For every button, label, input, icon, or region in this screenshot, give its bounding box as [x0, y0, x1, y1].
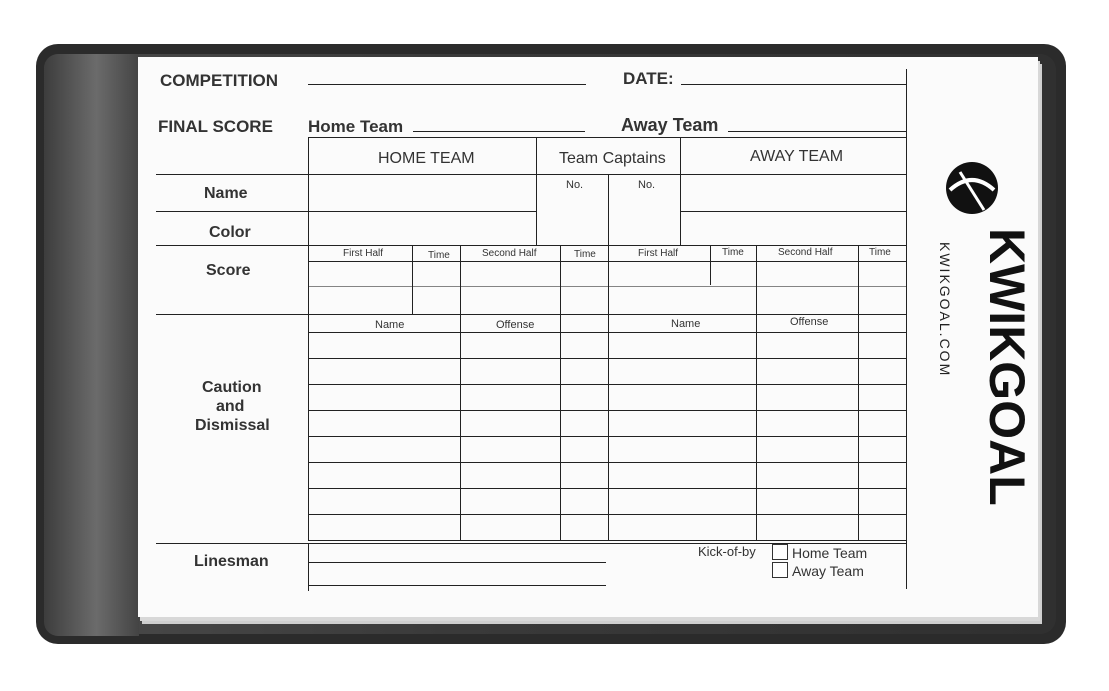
- caution-row-9: [308, 540, 906, 541]
- name-row-label: Name: [204, 185, 248, 202]
- caution-row-1: [308, 332, 906, 333]
- score-col-5: [710, 245, 711, 285]
- date-line: [681, 84, 906, 85]
- name-row-line-away: [680, 211, 906, 212]
- color-row-label: Color: [209, 224, 251, 241]
- home-team-option-label: Home Team: [792, 545, 868, 561]
- linesman-left-border: [308, 543, 309, 591]
- home-team-checkbox-row[interactable]: [772, 544, 867, 561]
- home-offense-header: Offense: [496, 319, 535, 331]
- away-team-header: AWAY TEAM: [750, 148, 844, 165]
- score-col-1: [412, 245, 413, 314]
- captains-middle-line: [608, 174, 609, 245]
- header-bottom-line: [156, 174, 906, 175]
- home-first-time-header: Time: [428, 250, 450, 261]
- table-top-border: [308, 137, 906, 138]
- linesman-line-2: [308, 585, 606, 586]
- away-team-checkbox[interactable]: [772, 562, 788, 578]
- table-left-border: [308, 137, 309, 314]
- away-second-time-header: Time: [869, 247, 891, 258]
- competition-line: [308, 84, 586, 85]
- captains-right-border: [680, 137, 681, 245]
- home-team-checkbox[interactable]: [772, 544, 788, 560]
- captains-left-border: [536, 137, 537, 245]
- home-first-half-header: First Half: [343, 248, 383, 259]
- linesman-label: Linesman: [194, 553, 269, 570]
- brand-panel: [930, 150, 1035, 510]
- home-team-header: HOME TEAM: [378, 150, 475, 167]
- caution-row-5: [308, 436, 906, 437]
- away-score-line: [728, 131, 906, 132]
- dismissal-label: Dismissal: [195, 417, 270, 434]
- color-row-bottom-line: [156, 245, 906, 246]
- team-captains-header: Team Captains: [559, 150, 666, 167]
- away-first-half-header: First Half: [638, 248, 678, 259]
- away-offender-name-header: Name: [671, 318, 701, 330]
- away-first-time-header: Time: [722, 247, 744, 258]
- competition-label: COMPETITION: [160, 71, 279, 90]
- away-team-option-label: Away Team: [792, 563, 864, 579]
- home-team-label: Home Team: [308, 117, 404, 136]
- clear-pocket: [44, 54, 139, 636]
- score-col-2: [460, 245, 461, 540]
- score-col-6: [756, 245, 757, 540]
- score-dashed-line: [308, 286, 906, 287]
- score-col-4: [608, 245, 609, 540]
- home-captain-no: No.: [566, 179, 584, 191]
- home-second-half-header: Second Half: [482, 248, 537, 259]
- score-col-3: [560, 245, 561, 540]
- card-right-border: [906, 69, 907, 589]
- home-score-line: [413, 131, 585, 132]
- date-label: DATE:: [623, 69, 674, 88]
- and-label: and: [216, 398, 245, 415]
- score-header-line: [308, 261, 906, 262]
- name-row-line-home: [156, 211, 536, 212]
- caution-row-2: [308, 358, 906, 359]
- linesman-line-1: [308, 562, 606, 563]
- score-col-7: [858, 245, 859, 540]
- caution-label: Caution: [202, 379, 262, 396]
- score-row-label: Score: [206, 262, 251, 279]
- caution-left-border: [308, 314, 309, 540]
- away-second-half-header: Second Half: [778, 247, 833, 258]
- caution-row-7: [308, 488, 906, 489]
- referee-score-card: [138, 57, 1038, 617]
- caution-row-4: [308, 410, 906, 411]
- score-row-bottom-line: [156, 314, 906, 315]
- kick-off-label: Kick-of-by: [698, 544, 756, 559]
- final-score-label: FINAL SCORE: [158, 117, 273, 136]
- caution-row-6: [308, 462, 906, 463]
- caution-row-8: [308, 514, 906, 515]
- away-team-checkbox-row[interactable]: [772, 562, 864, 579]
- brand-name: KWIKGOAL: [979, 228, 1035, 506]
- away-captain-no: No.: [638, 179, 656, 191]
- away-team-label: Away Team: [621, 115, 719, 135]
- home-offender-name-header: Name: [375, 319, 405, 331]
- kwikgoal-logo: [930, 150, 1035, 510]
- brand-url: KWIKGOAL.COM: [937, 242, 953, 378]
- caution-row-3: [308, 384, 906, 385]
- away-offense-header: Offense: [790, 316, 829, 328]
- home-second-time-header: Time: [574, 249, 596, 260]
